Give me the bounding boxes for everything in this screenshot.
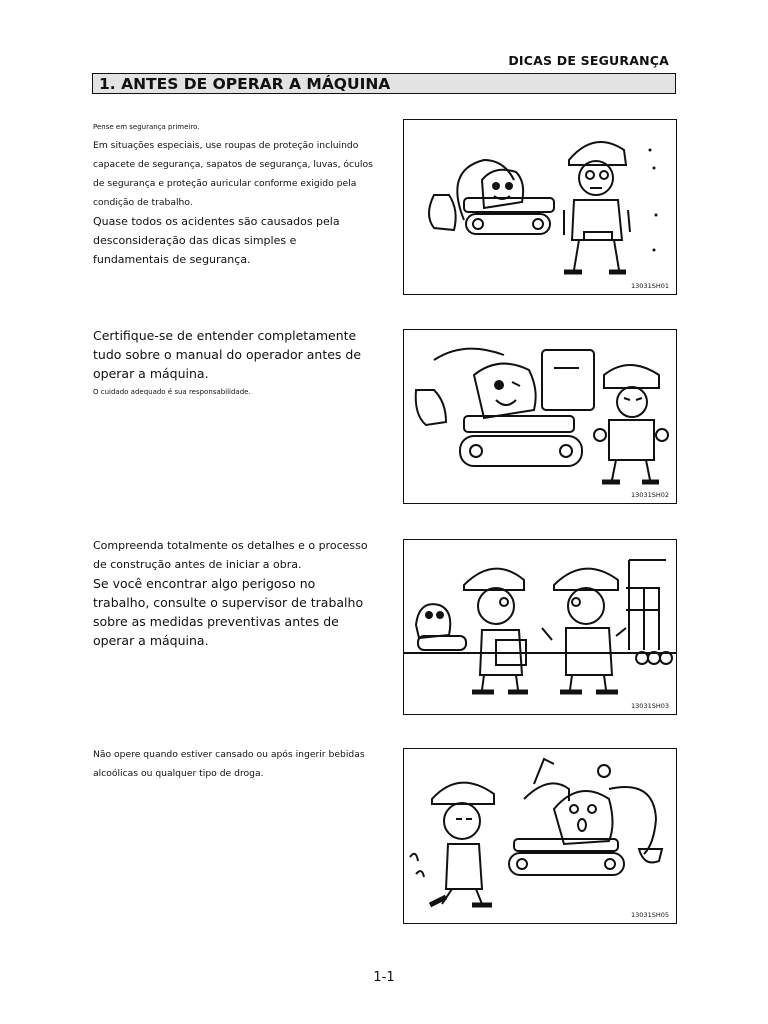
figure-code: 13031SH03 [631,702,669,710]
section-2-text [93,326,373,398]
figure-code: 13031SH02 [631,491,669,499]
title-bar [92,73,676,94]
figure-3 [403,539,677,715]
paragraph: Se você encontrar algo perigoso no trabalho, consulte o supervisor de trabalho sobre as medidas preventivas antes de operar a máquina. [93,576,364,648]
page-title: 1. ANTES DE OPERAR A MÁQUINA [99,75,391,93]
workers-consulting-illustration [404,540,676,714]
paragraph: Pense em segurança primeiro. [93,123,200,131]
section-1-text [93,122,373,269]
paragraph: Compreenda totalmente os detalhes e o processo de construção antes de iniciar a obra. [93,539,368,571]
paragraph: O cuidado adequado é sua responsabilidade. [93,388,251,396]
figure-4 [403,748,677,924]
paragraph: Quase todos os acidentes são causados pela desconsideração das dicas simples e fundamentais de segurança. [93,215,340,266]
excavator-worker-illustration [404,120,676,294]
tired-worker-illustration [404,749,676,923]
excavator-manual-illustration [404,330,676,503]
section-4-text [93,745,373,783]
section-header: DICAS DE SEGURANÇA [508,53,669,68]
section-3-text [93,536,373,650]
paragraph: Não opere quando estiver cansado ou após ingerir bebidas alcoólicas ou qualquer tipo de droga. [93,749,365,779]
page-number: 1-1 [373,970,395,985]
figure-1 [403,119,677,295]
paragraph: Em situações especiais, use roupas de proteção incluindo capacete de segurança, sapatos de segurança, luvas, óculos de segurança e proteção auricular conforme exigido pela condição de trabalho. [93,140,373,208]
paragraph: Certifique-se de entender completamente tudo sobre o manual do operador antes de operar a máquina. [93,328,362,381]
figure-2 [403,329,677,504]
figure-code: 13031SH01 [631,282,669,290]
figure-code: 13031SH05 [631,911,669,919]
